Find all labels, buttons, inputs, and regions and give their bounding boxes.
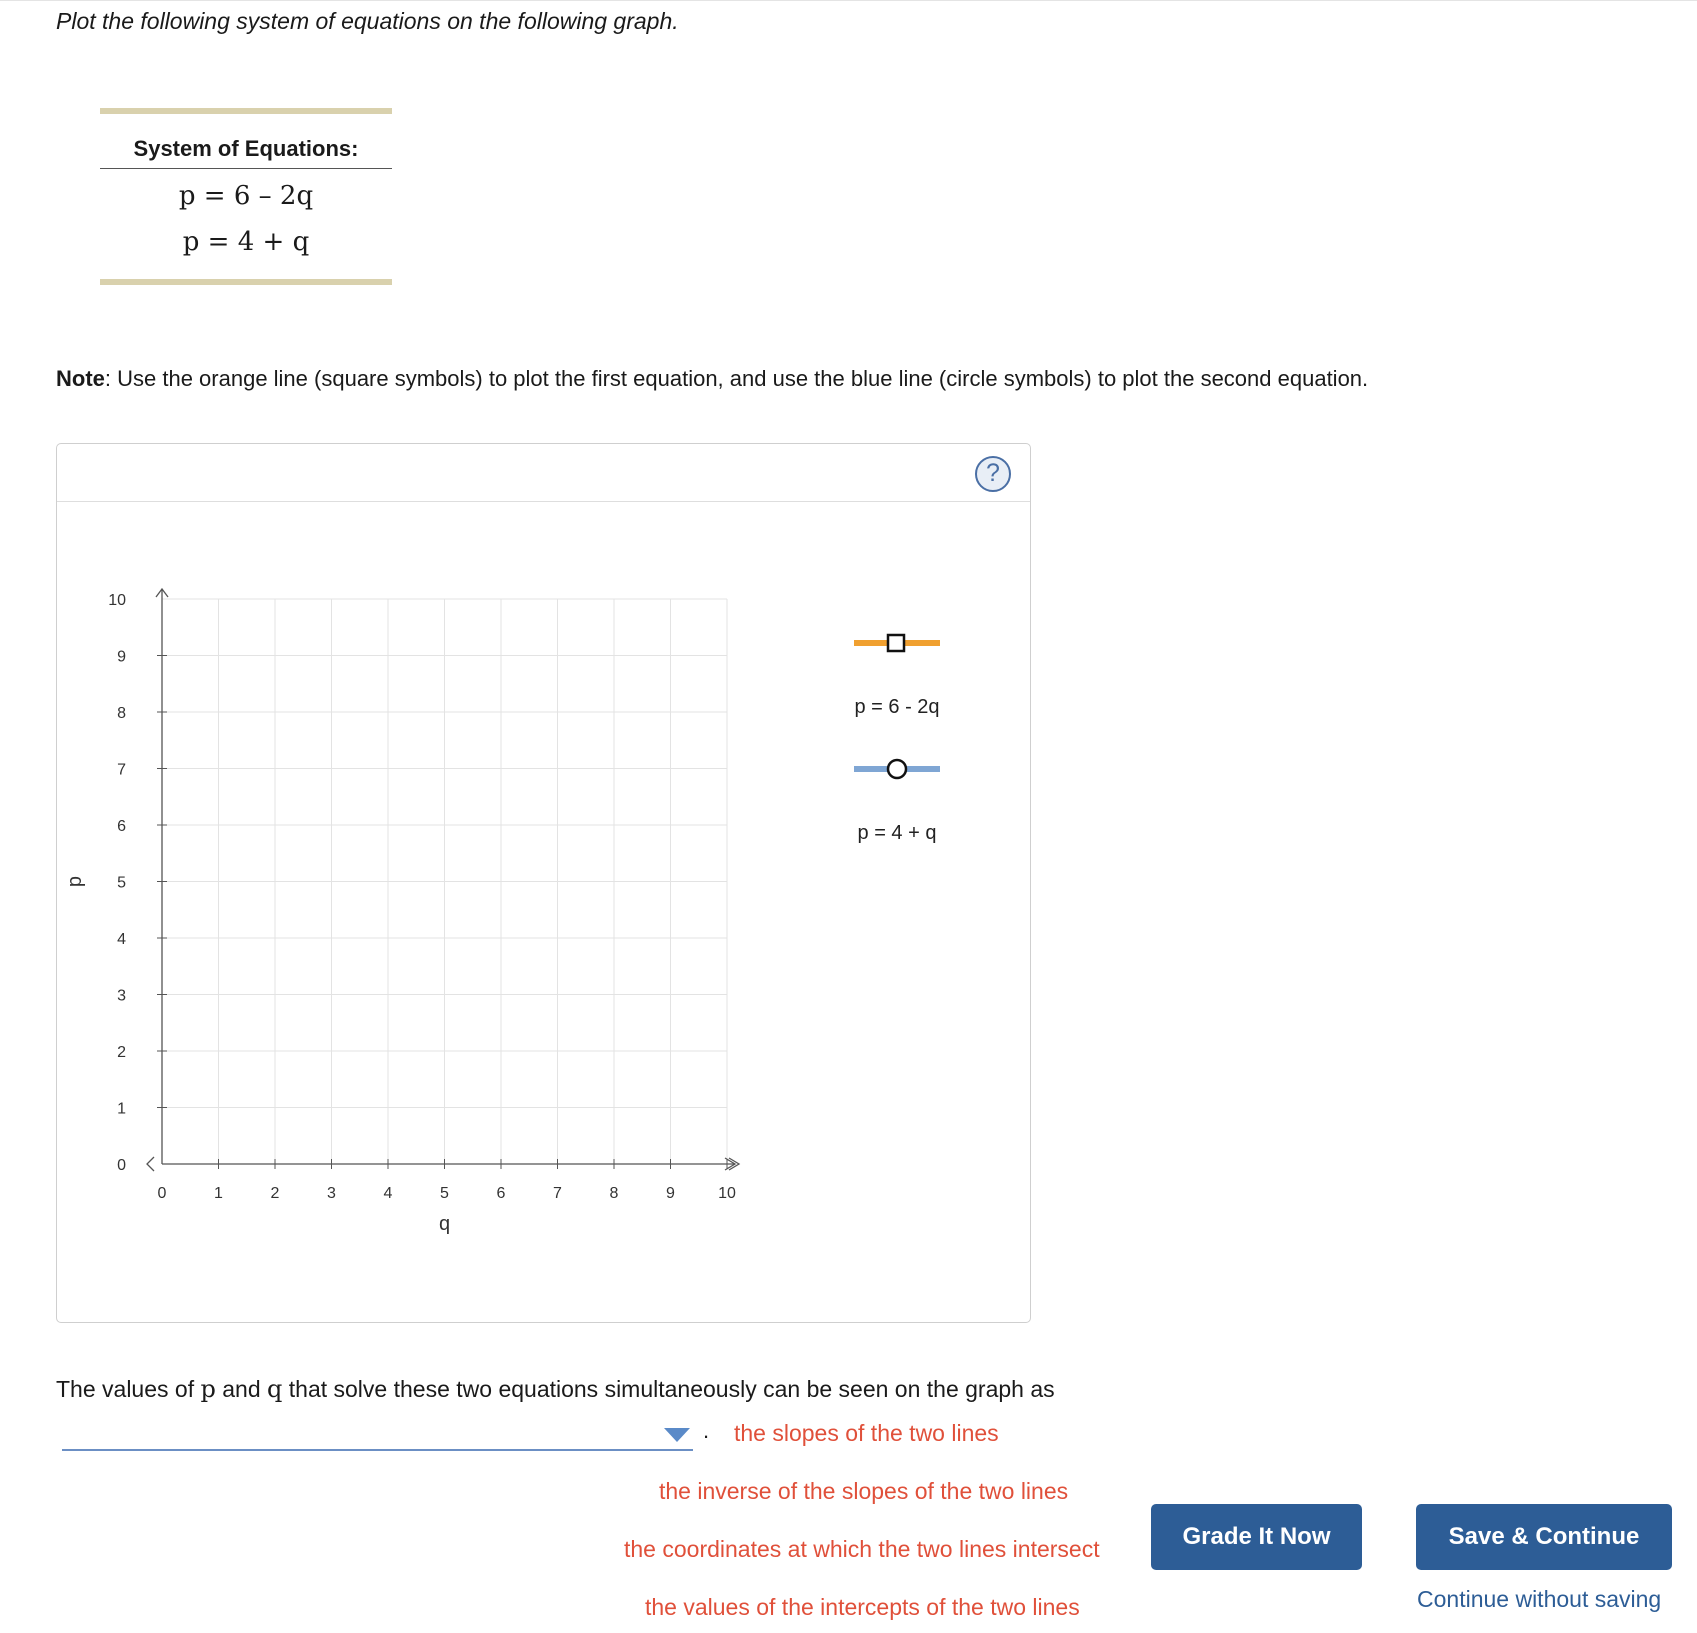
question-part2: and [215, 1376, 267, 1402]
y-axis-title: p [64, 875, 86, 888]
y-tick-label: 10 [108, 592, 126, 609]
x-tick-label: 10 [718, 1185, 736, 1202]
y-tick-label: 2 [117, 1044, 126, 1061]
y-tick-label: 8 [117, 705, 126, 722]
note-body: : Use the orange line (square symbols) to plot the first equation, and use the blue line (circle symbols) to plot the second equation. [104, 366, 1369, 391]
help-icon[interactable]: ? [975, 456, 1011, 492]
dropdown-option-intersection[interactable]: the coordinates at which the two lines intersect [624, 1536, 1100, 1562]
legend-label-equation-1: p = 6 - 2q [854, 696, 940, 718]
dropdown-option-inverse-slopes[interactable]: the inverse of the slopes of the two lines [659, 1478, 1069, 1504]
graph-canvas[interactable] [57, 444, 1032, 1324]
grade-it-now-button[interactable]: Grade It Now [1151, 1504, 1362, 1570]
question-part3: that solve these two equations simultaneously can be seen on the graph as [282, 1376, 1055, 1402]
y-tick-label: 0 [117, 1157, 126, 1174]
y-tick-label: 1 [117, 1100, 126, 1118]
y-tick-label: 9 [117, 648, 126, 666]
x-tick-label: 4 [383, 1185, 393, 1202]
variable-p: p [200, 1375, 216, 1403]
x-tick-label: 5 [440, 1185, 449, 1202]
x-tick-label: 9 [666, 1185, 675, 1202]
x-axis-left-arrow-icon [147, 1157, 154, 1171]
continue-without-saving-link[interactable]: Continue without saving [1417, 1586, 1662, 1612]
note-text [56, 366, 1368, 392]
dropdown-caret-icon[interactable] [664, 1428, 690, 1442]
x-tick-label: 1 [214, 1185, 223, 1202]
x-tick-label: 6 [496, 1185, 506, 1202]
y-tick-label: 4 [117, 931, 126, 948]
equations-bottom-bar [100, 279, 392, 285]
question-text [56, 1375, 1055, 1403]
x-tick-label: 3 [327, 1185, 336, 1202]
equations-top-bar [100, 108, 392, 114]
y-tick-label: 6 [117, 818, 126, 835]
x-tick-label: 0 [157, 1185, 167, 1202]
note-label: Note [56, 366, 105, 391]
graph-panel [56, 443, 1031, 1323]
x-axis-title: q [438, 1213, 451, 1235]
variable-q: q [267, 1375, 283, 1403]
y-tick-label: 5 [117, 874, 126, 892]
y-tick-label: 3 [117, 987, 126, 1005]
top-divider [0, 0, 1697, 1]
dropdown-option-intercepts[interactable]: the values of the intercepts of the two lines [645, 1594, 1080, 1620]
save-and-continue-button[interactable]: Save & Continue [1416, 1504, 1672, 1570]
legend-square-icon [888, 635, 904, 651]
y-tick-label: 7 [117, 761, 126, 779]
answer-dropdown[interactable] [62, 1419, 693, 1451]
equation-1: p = 6 – 2q [178, 181, 314, 211]
x-tick-label: 2 [270, 1185, 280, 1202]
legend-circle-icon [888, 760, 906, 778]
x-tick-label: 8 [609, 1185, 619, 1202]
equations-title: System of Equations: [100, 136, 392, 169]
x-tick-label: 7 [553, 1185, 562, 1202]
instruction-text: Plot the following system of equations on the following graph. [56, 8, 679, 34]
question-part1: The values of [56, 1376, 201, 1402]
dropdown-option-slopes[interactable]: the slopes of the two lines [734, 1420, 999, 1446]
legend-label-equation-2: p = 4 + q [857, 822, 937, 844]
system-of-equations-box [100, 108, 392, 285]
sentence-period: . [703, 1418, 710, 1443]
equation-2: p = 4 + q [182, 227, 310, 257]
